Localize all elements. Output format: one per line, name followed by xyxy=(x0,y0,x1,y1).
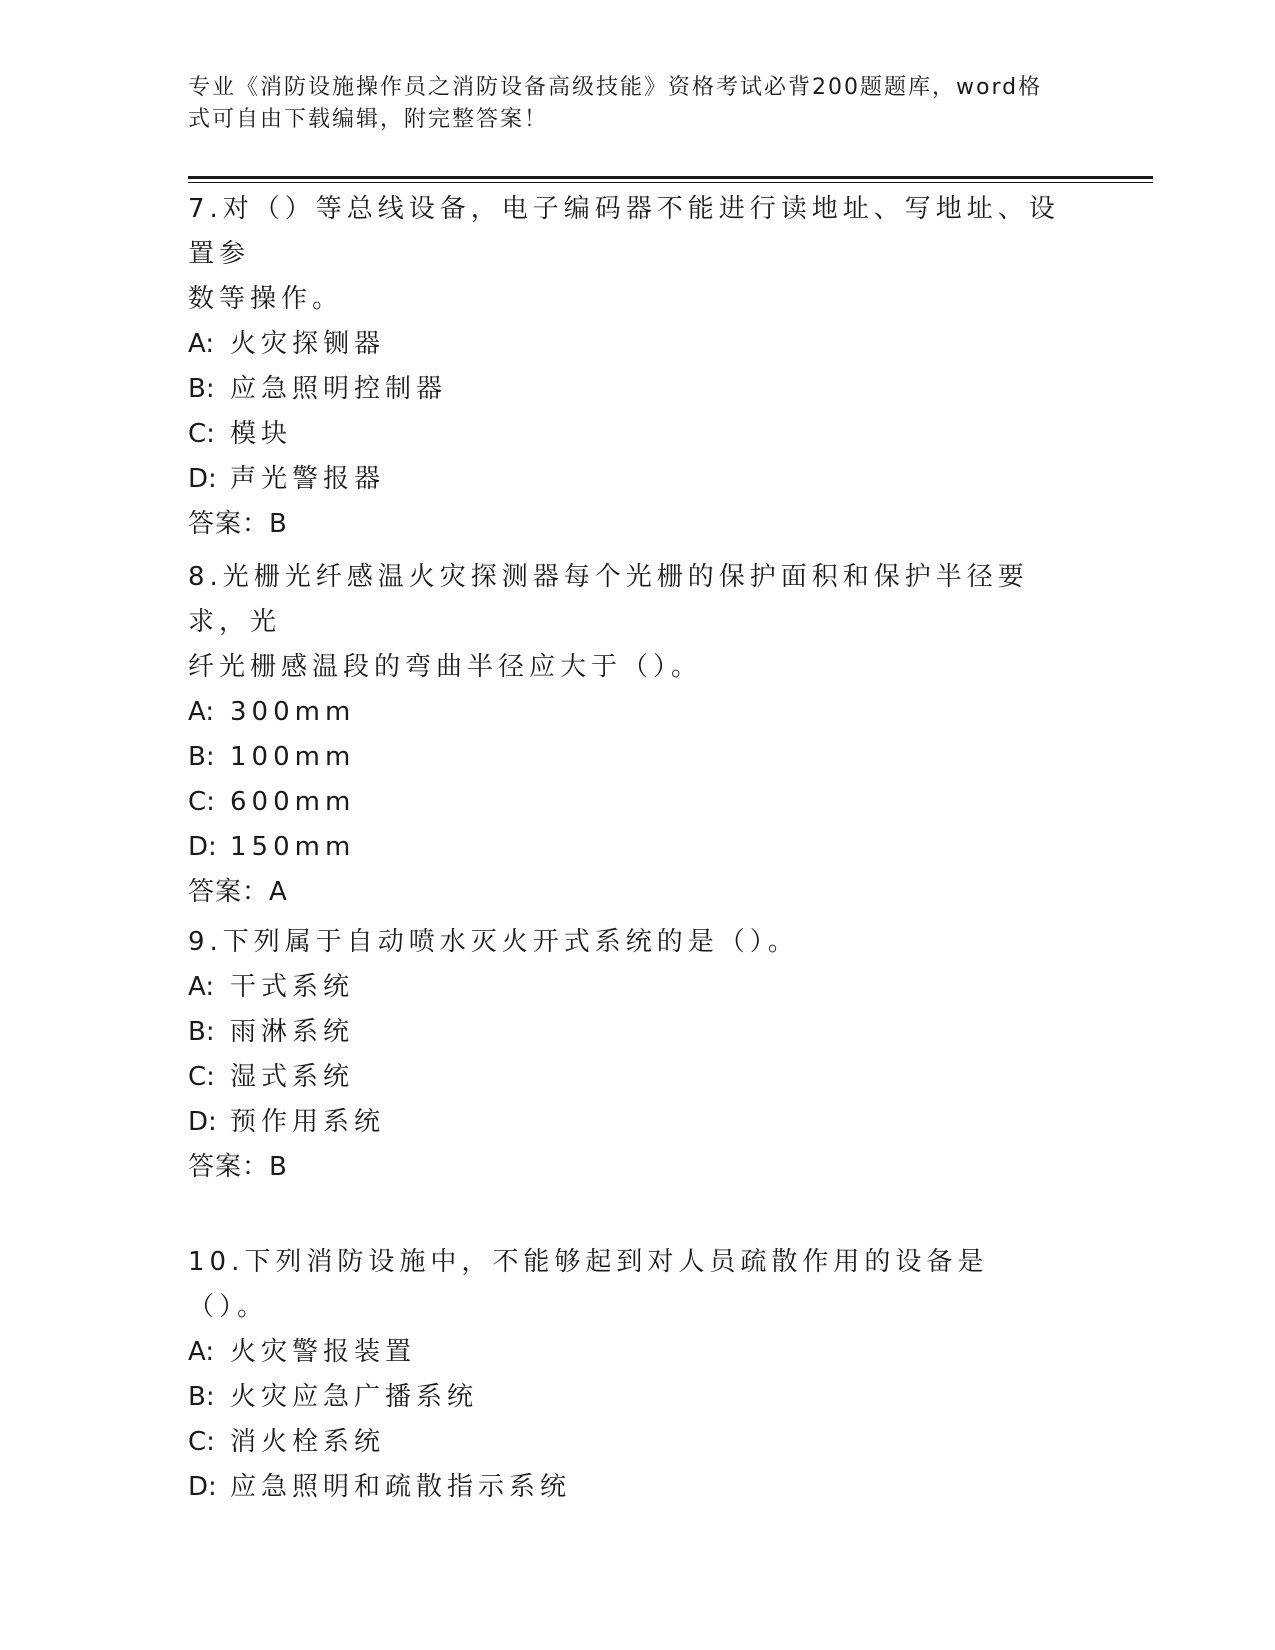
option-c xyxy=(188,1420,1068,1465)
option-text: 300mm xyxy=(230,697,356,727)
option-a xyxy=(188,690,1068,735)
option-text: 火灾警报装置 xyxy=(230,1337,417,1367)
option-letter: A: xyxy=(188,697,215,727)
option-a xyxy=(188,322,1068,367)
option-text: 应急照明控制器 xyxy=(230,374,448,404)
option-text: 湿式系统 xyxy=(230,1062,355,1092)
option-c xyxy=(188,412,1068,457)
header-divider-thick xyxy=(188,176,1153,179)
option-text: 声光警报器 xyxy=(230,464,386,494)
question-stem-line: 数等操作。 xyxy=(188,284,344,314)
option-c xyxy=(188,1055,1068,1100)
option-text: 干式系统 xyxy=(230,972,355,1002)
answer-line: 答案：B xyxy=(188,1152,288,1182)
answer-line: 答案：A xyxy=(188,877,288,907)
question-8 xyxy=(188,555,1068,915)
option-letter: B: xyxy=(188,1382,215,1412)
option-text: 雨淋系统 xyxy=(230,1017,355,1047)
option-b xyxy=(188,367,1068,412)
header-divider-thin xyxy=(188,182,1153,183)
option-c xyxy=(188,780,1068,825)
option-text: 火灾应急广播系统 xyxy=(230,1382,479,1412)
option-text: 预作用系统 xyxy=(230,1107,386,1137)
question-stem-line: 10.下列消防设施中，不能够起到对人员疏散作用的设备是（）。 xyxy=(188,1247,989,1322)
option-text: 火灾探铡器 xyxy=(230,329,386,359)
option-text: 150mm xyxy=(230,832,356,862)
option-d xyxy=(188,1100,1068,1145)
question-9 xyxy=(188,920,1068,1190)
option-letter: C: xyxy=(188,419,215,449)
option-d xyxy=(188,457,1068,502)
header-line-2: 式可自由下载编辑，附完整答案！ xyxy=(188,107,549,132)
option-b xyxy=(188,735,1068,780)
option-text: 模块 xyxy=(230,419,293,449)
question-stem-line: 7.对（）等总线设备，电子编码器不能进行读地址、写地址、设置参 xyxy=(188,194,1060,269)
option-letter: C: xyxy=(188,1062,215,1092)
question-7 xyxy=(188,187,1068,547)
document-header xyxy=(188,72,1068,136)
option-letter: D: xyxy=(188,832,217,862)
option-b xyxy=(188,1375,1068,1420)
option-b xyxy=(188,1010,1068,1055)
option-letter: B: xyxy=(188,374,215,404)
option-text: 应急照明和疏散指示系统 xyxy=(230,1472,572,1502)
option-text: 100mm xyxy=(230,742,356,772)
question-10 xyxy=(188,1240,1068,1510)
option-letter: A: xyxy=(188,329,215,359)
option-letter: A: xyxy=(188,972,215,1002)
option-d xyxy=(188,1465,1068,1510)
question-stem-line: 9.下列属于自动喷水灭火开式系统的是（）。 xyxy=(188,927,799,957)
option-letter: C: xyxy=(188,1427,215,1457)
option-letter: A: xyxy=(188,1337,215,1367)
option-d xyxy=(188,825,1068,870)
option-letter: D: xyxy=(188,1472,217,1502)
option-text: 600mm xyxy=(230,787,356,817)
answer-line: 答案：B xyxy=(188,509,288,539)
question-stem-line: 8.光栅光纤感温火灾探测器每个光栅的保护面积和保护半径要求，光 xyxy=(188,562,1029,637)
question-stem-line: 纤光栅感温段的弯曲半径应大于（）。 xyxy=(188,652,703,682)
option-text: 消火栓系统 xyxy=(230,1427,386,1457)
option-letter: B: xyxy=(188,1017,215,1047)
option-letter: D: xyxy=(188,1107,217,1137)
option-a xyxy=(188,1330,1068,1375)
option-letter: B: xyxy=(188,742,215,772)
option-a xyxy=(188,965,1068,1010)
option-letter: C: xyxy=(188,787,215,817)
header-line-1: 专业《消防设施操作员之消防设备高级技能》资格考试必背200题题库，word格 xyxy=(188,75,1043,100)
option-letter: D: xyxy=(188,464,217,494)
